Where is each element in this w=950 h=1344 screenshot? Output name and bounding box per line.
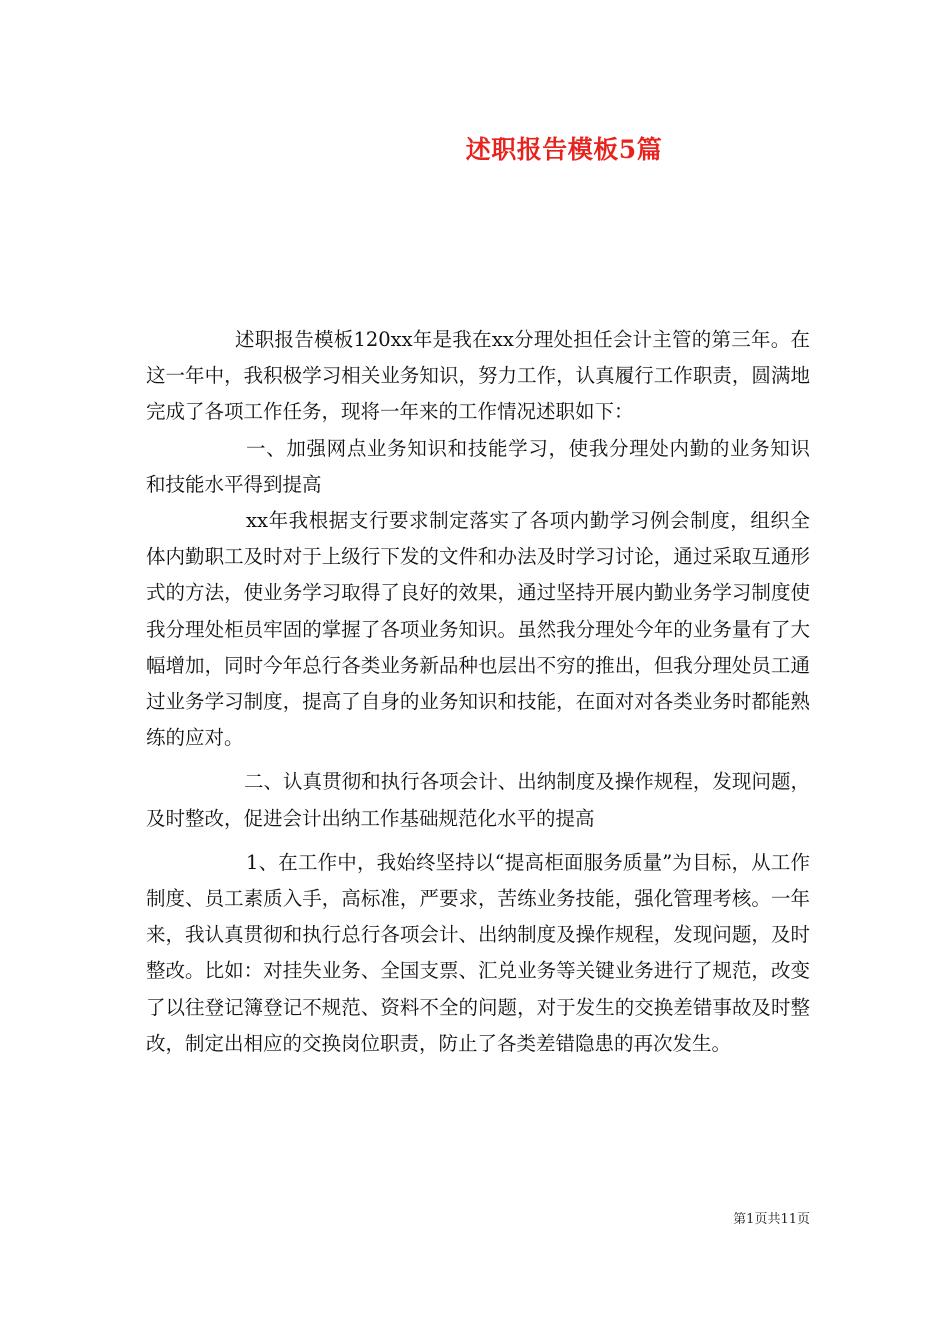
page-number: 第1页共11页 — [733, 1212, 810, 1227]
paragraph-section-2-item-1: 1、在工作中，我始终坚持以“提高柜面服务质量”为目标，从工作制度、员工素质入手，高标准，严要求，苦练业务技能，强化管理考核。一年来，我认真贯彻和执行总行各项会计、出纳制度及操作规程，发现问题，及时整改。比如：对挂失业务、全国支票、汇兑业务等关键业务进行了规范，改变了以往登记簿登记不规范、资料不全的问题，对于发生的交换差错事故及时整改，制定出相应的交换岗位职责，防止了各类差错隐患的再次发生。 — [146, 850, 810, 1055]
document-title: 述职报告模板5篇 — [465, 135, 663, 164]
document-body — [146, 322, 810, 1062]
section-heading-1: 一、加强网点业务知识和技能学习，使我分理处内勤的业务知识和技能水平得到提高 — [146, 436, 810, 496]
paragraph-section-1: xx年我根据支行要求制定落实了各项内勤学习例会制度，组织全体内勤职工及时对于上级行下发的文件和办法及时学习讨论，通过采取互通形式的方法，使业务学习取得了良好的效果，通过坚持开展内勤业务学习制度使我分理处柜员牢固的掌握了各项业务知识。虽然我分理处今年的业务量有了大幅增加，同时今年总行各类业务新品种也层出不穷的推出，但我分理处员工通过业务学习制度，提高了自身的业务知识和技能，在面对对各类业务时都能熟练的应对。 — [146, 509, 810, 750]
paragraph-intro: 述职报告模板120xx年是我在xx分理处担任会计主管的第三年。在这一年中，我积极学习相关业务知识，努力工作，认真履行工作职责，圆满地完成了各项工作任务，现将一年来的工作情况述职如下： — [146, 328, 810, 424]
section-heading-2: 二、认真贯彻和执行各项会计、出纳制度及操作规程，发现问题，及时整改，促进会计出纳工作基础规范化水平的提高 — [146, 770, 810, 830]
